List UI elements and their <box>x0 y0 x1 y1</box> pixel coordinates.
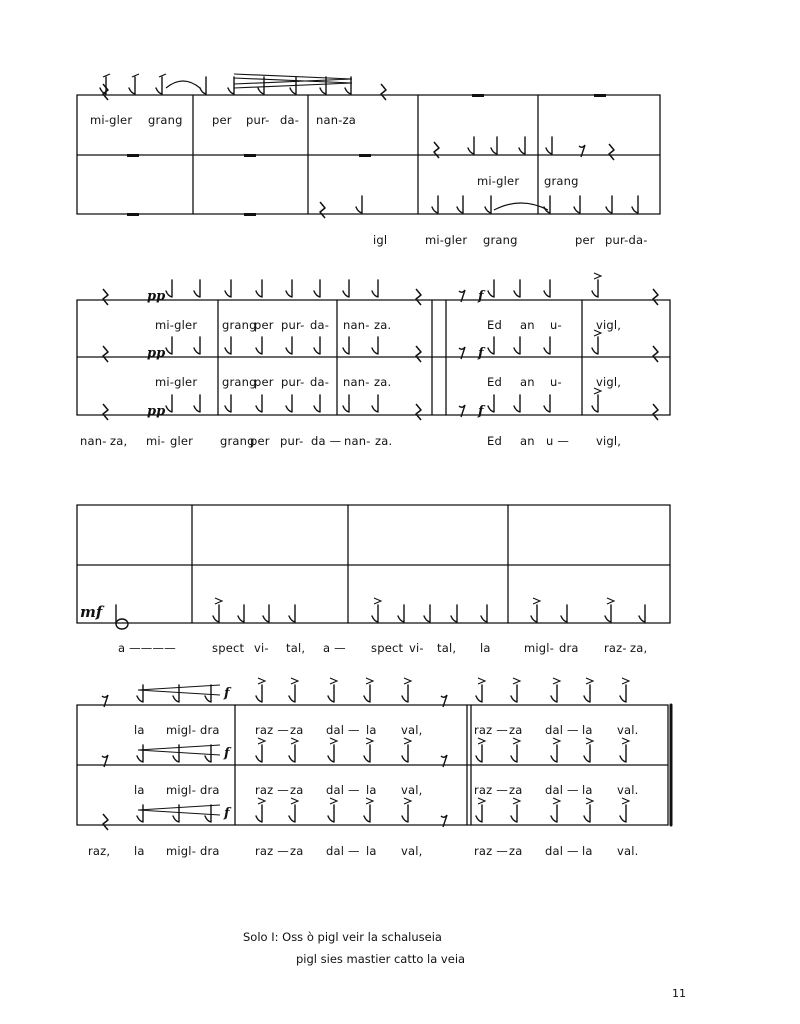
note <box>511 738 520 762</box>
rest <box>103 346 108 362</box>
lyric: da- <box>280 113 300 127</box>
lyric: per <box>254 318 274 332</box>
note <box>481 605 487 622</box>
lyric: raz — <box>255 783 289 797</box>
lyric: za. <box>374 318 392 332</box>
lyric: Ed <box>487 318 502 332</box>
lyric: an <box>520 434 535 448</box>
lyric: val. <box>617 723 639 737</box>
note <box>263 605 269 622</box>
note <box>364 678 373 702</box>
note <box>137 685 143 702</box>
lyric: dal — <box>326 783 360 797</box>
note <box>343 337 349 354</box>
note <box>328 738 337 762</box>
note <box>551 678 560 702</box>
dynamic-marking: f <box>478 346 484 361</box>
dynamic-marking: f <box>478 404 484 419</box>
lyric: per <box>250 434 270 448</box>
lyric: Ed <box>487 434 502 448</box>
lyric: u- <box>550 318 562 332</box>
lyric: raz — <box>255 723 289 737</box>
lyric: spect <box>371 641 404 655</box>
bar-rest <box>244 213 256 216</box>
note <box>584 678 593 702</box>
lyric: pur-da- <box>605 233 648 247</box>
note <box>256 738 265 762</box>
lyric: val, <box>401 783 423 797</box>
lyric: a — <box>323 641 346 655</box>
note <box>514 280 520 297</box>
lyric: la <box>582 844 593 858</box>
note <box>194 337 200 354</box>
lyric: spect <box>212 641 245 655</box>
note <box>372 280 378 297</box>
lyric: pur- <box>246 113 270 127</box>
lyric: za. <box>375 434 393 448</box>
note <box>194 395 200 412</box>
dynamic-marking: f <box>224 746 230 761</box>
lyric: gler <box>170 434 194 448</box>
note <box>468 137 474 154</box>
lyric: dal — <box>545 723 579 737</box>
dynamic-marking: pp <box>147 289 166 304</box>
lyric: an <box>520 318 535 332</box>
bar-rest <box>127 213 139 216</box>
note <box>424 605 430 622</box>
note <box>100 74 110 94</box>
note <box>584 798 593 822</box>
rest <box>653 404 658 420</box>
note <box>289 738 298 762</box>
note <box>511 678 520 702</box>
lyric: vi- <box>409 641 424 655</box>
lyric: dra <box>200 783 220 797</box>
note <box>531 598 540 622</box>
lyric: nan- <box>343 318 370 332</box>
note <box>620 738 629 762</box>
note <box>476 678 485 702</box>
lyric: za <box>509 783 523 797</box>
dynamic-marking: f <box>478 289 484 304</box>
note <box>320 77 326 94</box>
note <box>451 605 457 622</box>
lyric: u- <box>550 375 562 389</box>
rest <box>416 404 421 420</box>
lyric: nan- <box>80 434 107 448</box>
note <box>544 196 550 213</box>
lyric: vigl, <box>596 375 622 389</box>
note <box>457 196 463 213</box>
lyric: per <box>254 375 274 389</box>
lyric: migl- <box>166 783 197 797</box>
footnote-line-1: Solo I: Oss ò pigl veir la schaluseia <box>243 930 442 944</box>
bar-rest <box>244 154 256 157</box>
note <box>137 745 143 762</box>
note <box>228 77 234 94</box>
lyric: la <box>366 783 377 797</box>
lyric: raz- <box>604 641 627 655</box>
rest <box>653 289 658 305</box>
note <box>289 678 298 702</box>
lyric: tal, <box>437 641 457 655</box>
note <box>606 196 612 213</box>
lyric: da- <box>310 375 330 389</box>
note <box>488 395 494 412</box>
lyric: za, <box>630 641 648 655</box>
note <box>402 678 411 702</box>
page-number: 11 <box>672 987 686 1000</box>
lyric: Ed <box>487 375 502 389</box>
note <box>328 798 337 822</box>
note <box>402 738 411 762</box>
lyric: za <box>290 844 304 858</box>
lyric: a ———— <box>118 641 176 655</box>
note <box>476 738 485 762</box>
lyric: la <box>366 723 377 737</box>
rest <box>320 202 325 218</box>
dynamic-marking: pp <box>147 346 166 361</box>
note <box>544 337 550 354</box>
lyric: igl <box>373 233 388 247</box>
lyric: mi-gler <box>425 233 468 247</box>
rest <box>609 144 614 160</box>
lyric: da — <box>311 434 342 448</box>
lyric: dra <box>200 723 220 737</box>
lyric: la <box>366 844 377 858</box>
note <box>256 280 262 297</box>
lyric: grang <box>544 174 579 188</box>
note <box>225 337 231 354</box>
lyric: mi-gler <box>477 174 520 188</box>
lyric: mi-gler <box>155 318 198 332</box>
lyric: nan- <box>343 375 370 389</box>
lyric: migl- <box>524 641 555 655</box>
lyric: dra <box>200 844 220 858</box>
note <box>200 77 206 94</box>
lyric: za, <box>110 434 128 448</box>
note <box>364 798 373 822</box>
rest <box>653 346 658 362</box>
note <box>213 598 222 622</box>
note <box>256 798 265 822</box>
note <box>551 798 560 822</box>
note <box>620 798 629 822</box>
lyric: la <box>134 783 145 797</box>
note <box>137 805 143 822</box>
note <box>476 798 485 822</box>
note <box>166 337 172 354</box>
slur <box>494 203 548 210</box>
note <box>256 678 265 702</box>
note <box>205 745 211 762</box>
rest <box>416 346 421 362</box>
lyric: za <box>509 723 523 737</box>
lyric: za <box>509 844 523 858</box>
lyric: val. <box>617 844 639 858</box>
dynamic-marking: pp <box>147 404 166 419</box>
lyric: grang <box>148 113 183 127</box>
note <box>286 280 292 297</box>
lyric: za. <box>374 375 392 389</box>
note <box>514 337 520 354</box>
note <box>584 738 593 762</box>
dynamic-marking: f <box>224 686 230 701</box>
lyric: per <box>575 233 595 247</box>
lyric: raz, <box>88 844 111 858</box>
note <box>289 605 295 622</box>
lyric: val, <box>401 844 423 858</box>
note <box>205 805 211 822</box>
lyric: dra <box>559 641 579 655</box>
note <box>519 137 525 154</box>
note <box>286 337 292 354</box>
lyric: migl- <box>166 844 197 858</box>
note <box>343 395 349 412</box>
note <box>488 337 494 354</box>
lyric: raz — <box>255 844 289 858</box>
note <box>514 395 520 412</box>
note <box>372 337 378 354</box>
note <box>364 738 373 762</box>
footnote-line-2: pigl sies mastier catto la veia <box>296 952 466 966</box>
note <box>592 388 601 412</box>
slur <box>166 81 200 88</box>
lyric: val, <box>401 723 423 737</box>
note <box>592 273 601 297</box>
note <box>328 678 337 702</box>
note <box>314 395 320 412</box>
lyric: per <box>212 113 232 127</box>
lyric: raz — <box>474 783 508 797</box>
lyric: mi- <box>146 434 166 448</box>
bar-rest <box>127 154 139 157</box>
rest <box>103 289 108 305</box>
note <box>356 196 362 213</box>
rest <box>103 404 108 420</box>
note <box>286 395 292 412</box>
note <box>574 196 580 213</box>
note <box>544 280 550 297</box>
note <box>343 280 349 297</box>
lyric: dal — <box>326 844 360 858</box>
lyric: vi- <box>254 641 269 655</box>
lyric: val. <box>617 783 639 797</box>
note <box>561 605 567 622</box>
lyric: mi-gler <box>90 113 133 127</box>
lyric: dal — <box>545 844 579 858</box>
lyric: la <box>480 641 491 655</box>
note <box>485 196 491 213</box>
lyric: za <box>290 783 304 797</box>
note <box>225 280 231 297</box>
lyric: pur- <box>281 375 305 389</box>
rest <box>416 289 421 305</box>
note <box>166 280 172 297</box>
lyric: dal — <box>326 723 360 737</box>
rest <box>381 84 386 100</box>
note <box>225 395 231 412</box>
lyric: raz — <box>474 723 508 737</box>
note <box>491 137 497 154</box>
lyric: vigl, <box>596 434 622 448</box>
lyric: migl- <box>166 723 197 737</box>
note <box>620 678 629 702</box>
dynamic-marking: f <box>224 806 230 821</box>
note <box>194 280 200 297</box>
note <box>372 395 378 412</box>
note <box>205 685 211 702</box>
note <box>632 196 638 213</box>
note <box>432 196 438 213</box>
lyric: grang <box>222 375 257 389</box>
lyric: da- <box>310 318 330 332</box>
note <box>398 605 404 622</box>
lyric: nan-za <box>316 113 357 127</box>
note <box>372 598 381 622</box>
lyric: dal — <box>545 783 579 797</box>
note <box>488 280 494 297</box>
note <box>156 74 166 94</box>
lyric: za <box>290 723 304 737</box>
bar-rest <box>472 94 484 97</box>
lyric: grang <box>220 434 255 448</box>
note <box>314 337 320 354</box>
lyric: la <box>582 783 593 797</box>
lyric: grang <box>222 318 257 332</box>
lyric: mi-gler <box>155 375 198 389</box>
bar-rest <box>594 94 606 97</box>
lyric: grang <box>483 233 518 247</box>
rest <box>103 814 108 830</box>
note <box>605 598 614 622</box>
note <box>238 605 244 622</box>
lyric: pur- <box>281 318 305 332</box>
note <box>256 337 262 354</box>
note <box>592 330 601 354</box>
lyric: tal, <box>286 641 306 655</box>
note <box>639 605 645 622</box>
note <box>289 798 298 822</box>
note <box>544 395 550 412</box>
lyric: an <box>520 375 535 389</box>
lyric: pur- <box>280 434 304 448</box>
note <box>129 74 139 94</box>
lyric: vigl, <box>596 318 622 332</box>
note <box>166 395 172 412</box>
lyric: u — <box>546 434 570 448</box>
note <box>402 798 411 822</box>
lyric: la <box>582 723 593 737</box>
note <box>546 137 552 154</box>
lyric: la <box>134 844 145 858</box>
lyric: raz — <box>474 844 508 858</box>
note <box>256 395 262 412</box>
bar-rest <box>359 154 371 157</box>
lyric: la <box>134 723 145 737</box>
dynamic-marking: mf <box>80 603 103 621</box>
half-note <box>116 619 128 629</box>
note <box>511 798 520 822</box>
note <box>551 738 560 762</box>
lyric: nan- <box>344 434 371 448</box>
note <box>314 280 320 297</box>
